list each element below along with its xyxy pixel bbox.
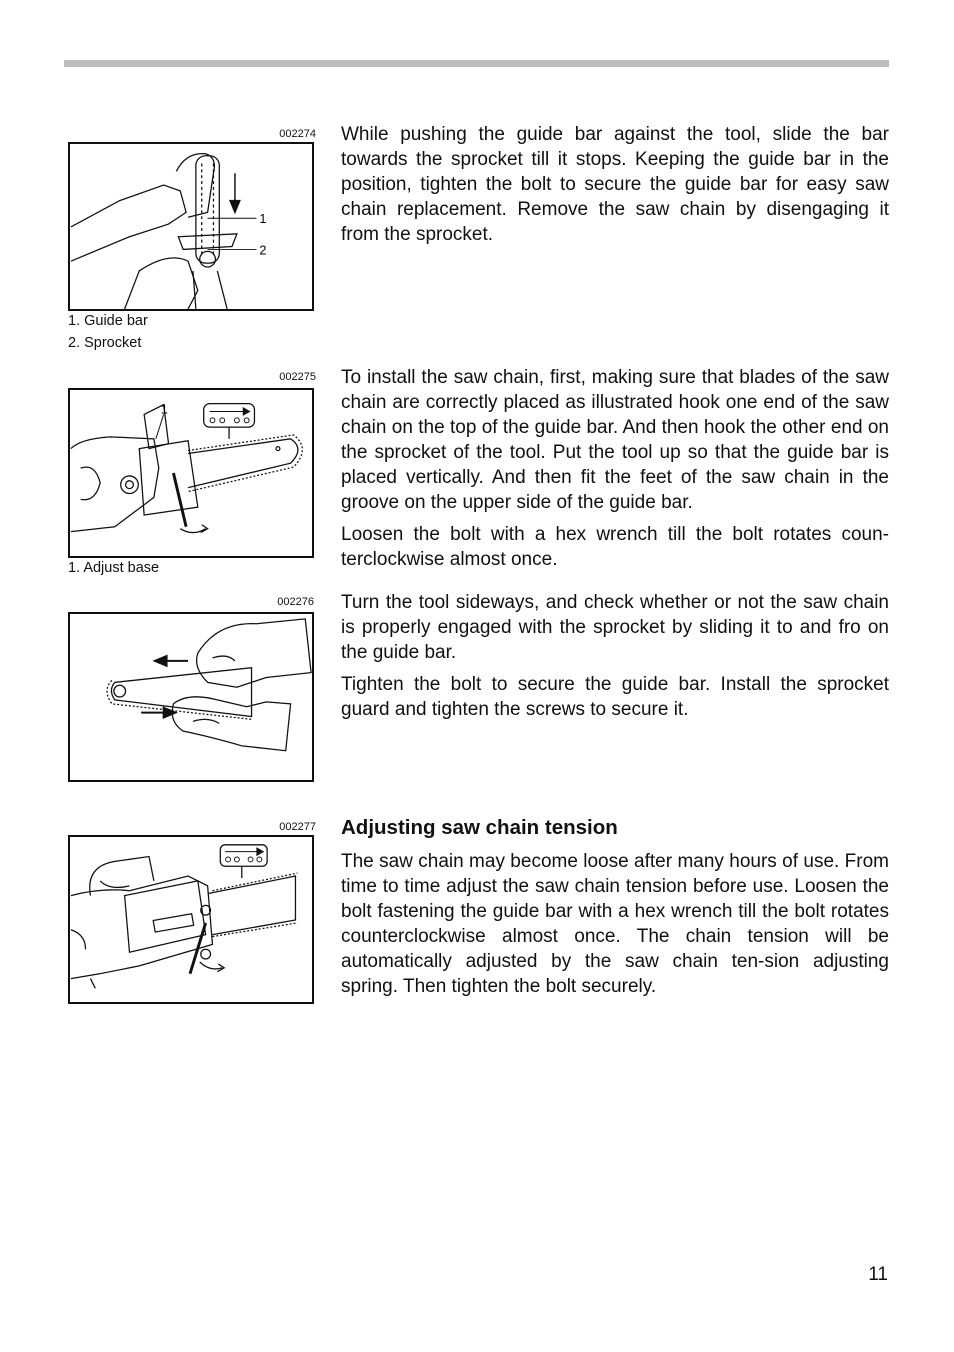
legend-item-adjust-base: 1. Adjust base [68,560,160,576]
tension-adjust-illustration [70,837,312,1002]
guide-bar-illustration [70,144,312,309]
instruction-block-4 [341,849,889,1006]
instruction-block-3 [341,590,889,729]
figure-legend [68,557,159,579]
figure-guide-bar-sprocket [68,142,314,311]
section-heading: Adjusting saw chain tension [341,816,618,839]
instruction-block-2 [341,365,889,579]
paragraph-check-chain: Turn the tool sideways, and check whether or not the saw chain is properly engaged with the sprocket by sliding it to and fro on the guide bar. [341,592,889,663]
header-rule [64,60,889,67]
figure-adjust-base [68,388,314,558]
paragraph-tighten-bolt: Tighten the bolt to secure the guide bar. Install the sprocket guard and tighten the screws to secure it. [341,674,889,720]
install-chain-illustration [70,390,312,556]
figure-legend [68,310,148,354]
figure-check-engagement [68,612,314,782]
callout-1: 1 [160,402,168,417]
paragraph-adjust-tension: The saw chain may become loose after many hours of use. From time to time adjust the saw chain tension before use. Loosen the bolt fastening the guide bar with a hex wrench till the bolt rotates counterclockwise almost once. The chain tension will be automatically adjusted by the saw chain ten-sion adjusting spring. Then tighten the bolt securely. [341,851,889,997]
paragraph-install-chain: To install the saw chain, first, making sure that blades of the saw chain are correctly placed as illustrated hook one end of the saw chain on the top of the guide bar. And then hook the other end on the sprocket of the tool. Put the tool up so that the guide bar is placed vertically. And then fit the feet of the saw chain in the groove on the upper side of the guide bar. [341,367,889,513]
page-number: 11 [868,1264,888,1285]
callout-2: 2 [259,243,267,258]
callout-1: 1 [259,212,267,227]
figure-code: 002274 [279,128,316,140]
figure-code: 002277 [279,821,316,833]
instruction-block-1 [341,122,889,254]
paragraph-remove-chain: While pushing the guide bar against the tool, slide the bar towards the sprocket till it stops. Keeping the guide bar in the position, tighten the bolt to secure the guide bar for easy saw chain replacement. Remove the saw chain by disengaging it from the sprocket. [341,124,889,245]
figure-code: 002276 [277,596,314,608]
paragraph-loosen-bolt: Loosen the bolt with a hex wrench till the bolt rotates coun-terclockwise almost once. [341,524,889,570]
figure-chain-tension [68,835,314,1004]
slide-chain-illustration [70,614,312,780]
legend-item-sprocket: 2. Sprocket [68,335,142,351]
figure-code: 002275 [279,371,316,383]
legend-item-guide-bar: 1. Guide bar [68,313,148,329]
